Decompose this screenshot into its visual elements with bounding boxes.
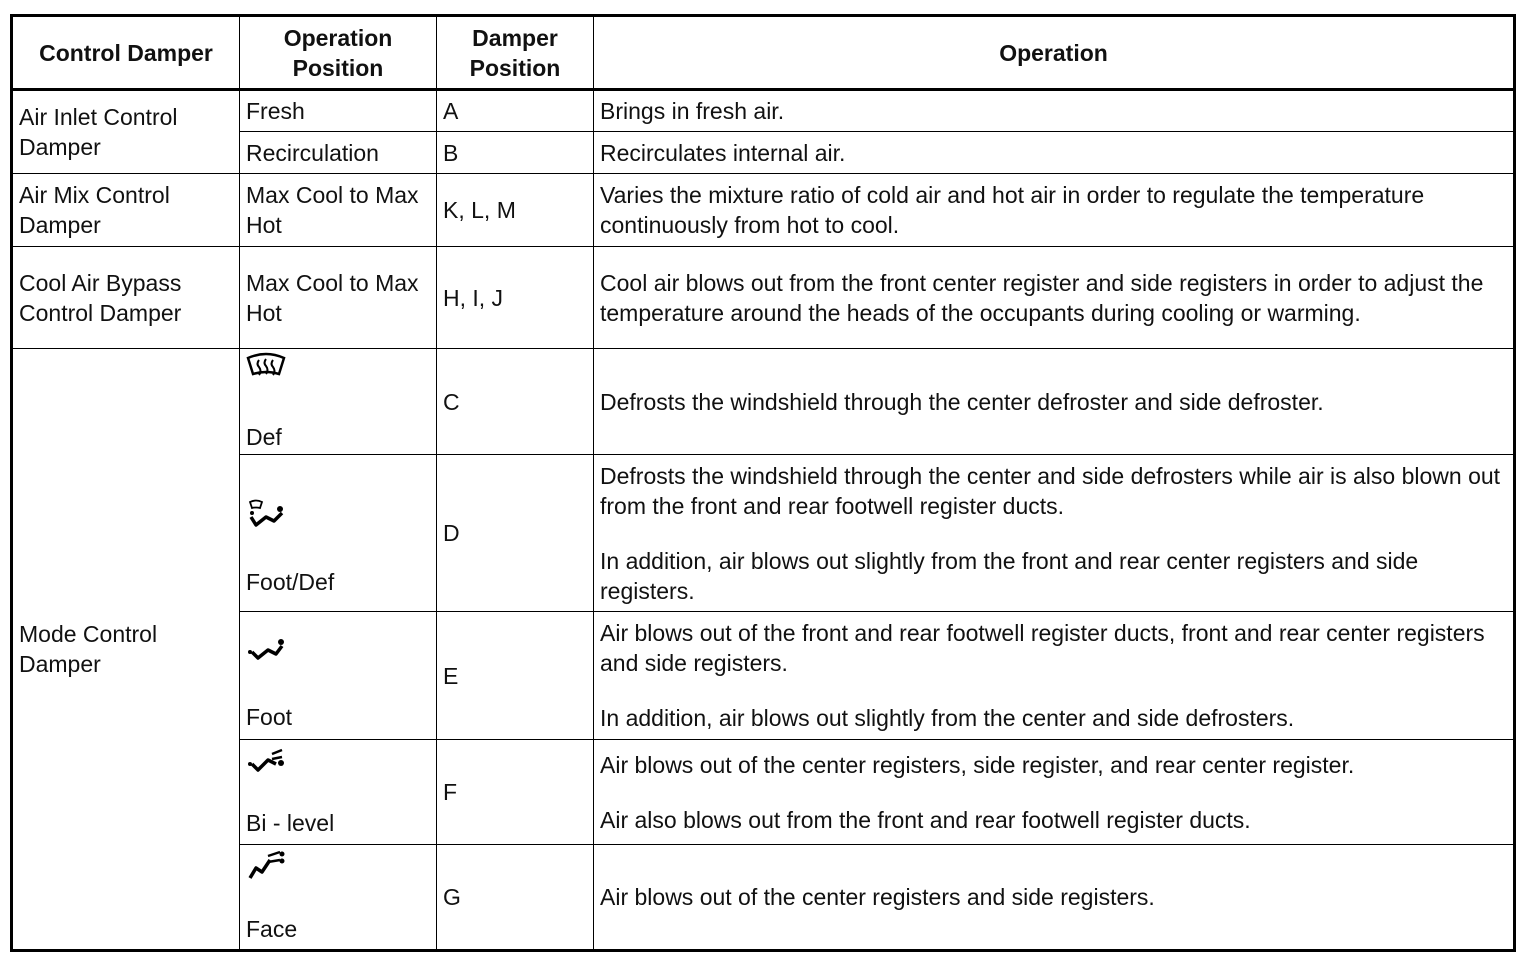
damper-operation-table [10,14,1516,952]
operation-cell [594,740,1515,845]
operation-text: Cool air blows out from the front center register and side registers in order to adjust the temperature around the heads of the occupants during cooling or warming. [600,269,1484,326]
table-row [12,174,1515,247]
operation-text: Varies the mixture ratio of cold air and hot air in order to regulate the temperature continuously from hot to cool. [600,182,1425,238]
position-label: Bi - level [246,810,335,836]
table-row [12,90,1515,132]
damper-position-cell: K, L, M [437,174,594,247]
operation-cell [594,132,1515,174]
operation-text: Defrosts the windshield through the center and side defrosters while air is also blown out from the front and rear footwell register ducts. [600,462,1501,519]
operation-position-cell [240,455,437,612]
header-operation: Operation [594,16,1515,90]
header-row [12,16,1515,90]
operation-cell [594,174,1515,247]
operation-text: Air blows out of the center registers, side register, and rear center register. [600,751,1355,778]
damper-position-cell: E [437,612,594,740]
damper-position-cell: G [437,845,594,951]
damper-position-cell: H, I, J [437,247,594,349]
operation-cell [594,349,1515,455]
operation-cell [594,90,1515,132]
operation-text: In addition, air blows out slightly from the center and side defrosters. [600,705,1295,731]
position-label: Face [246,916,298,942]
position-label: Foot [246,703,293,730]
foot-defrost-icon [246,499,430,535]
operation-position-cell [240,740,437,845]
operation-text: In addition, air blows out slightly from the front and rear center registers and side registers. [600,547,1419,604]
operation-position-cell [240,612,437,740]
position-label: Def [246,423,282,450]
control-damper-cell: Air Mix Control Damper [12,174,240,247]
operation-text: Defrosts the windshield through the center defroster and side defroster. [600,388,1324,415]
operation-position-cell: Max Cool to Max Hot [240,247,437,349]
operation-text: Air also blows out from the front and rear footwell register ducts. [600,806,1251,833]
damper-position-cell: A [437,90,594,132]
operation-position-cell: Fresh [240,90,437,132]
damper-position-cell: C [437,349,594,455]
operation-text: Air blows out of the center registers and side registers. [600,884,1155,910]
operation-position-cell [240,349,437,455]
operation-cell [594,845,1515,951]
header-operation-position: Operation Position [240,16,437,90]
header-damper-position: Damper Position [437,16,594,90]
bi-level-icon [246,746,430,782]
control-damper-cell: Air Inlet Control Damper [12,90,240,174]
damper-position-cell: D [437,455,594,612]
damper-position-cell: B [437,132,594,174]
defrost-icon [246,352,430,388]
header-control-damper: Control Damper [12,16,240,90]
table-row [12,247,1515,349]
operation-text: Brings in fresh air. [600,98,785,124]
operation-position-cell: Max Cool to Max Hot [240,174,437,247]
operation-cell [594,247,1515,349]
control-damper-cell: Mode Control Damper [12,349,240,951]
operation-cell [594,612,1515,740]
damper-position-cell: F [437,740,594,845]
operation-cell [594,455,1515,612]
foot-icon [246,636,430,672]
position-label: Foot/Def [246,569,335,595]
operation-text: Air blows out of the front and rear footwell register ducts, front and rear center registers and side registers. [600,620,1485,676]
control-damper-cell: Cool Air Bypass Control Damper [12,247,240,349]
operation-position-cell [240,845,437,951]
table-row [12,349,1515,455]
face-icon [246,850,430,886]
operation-text: Recirculates internal air. [600,139,846,166]
operation-position-cell: Recirculation [240,132,437,174]
